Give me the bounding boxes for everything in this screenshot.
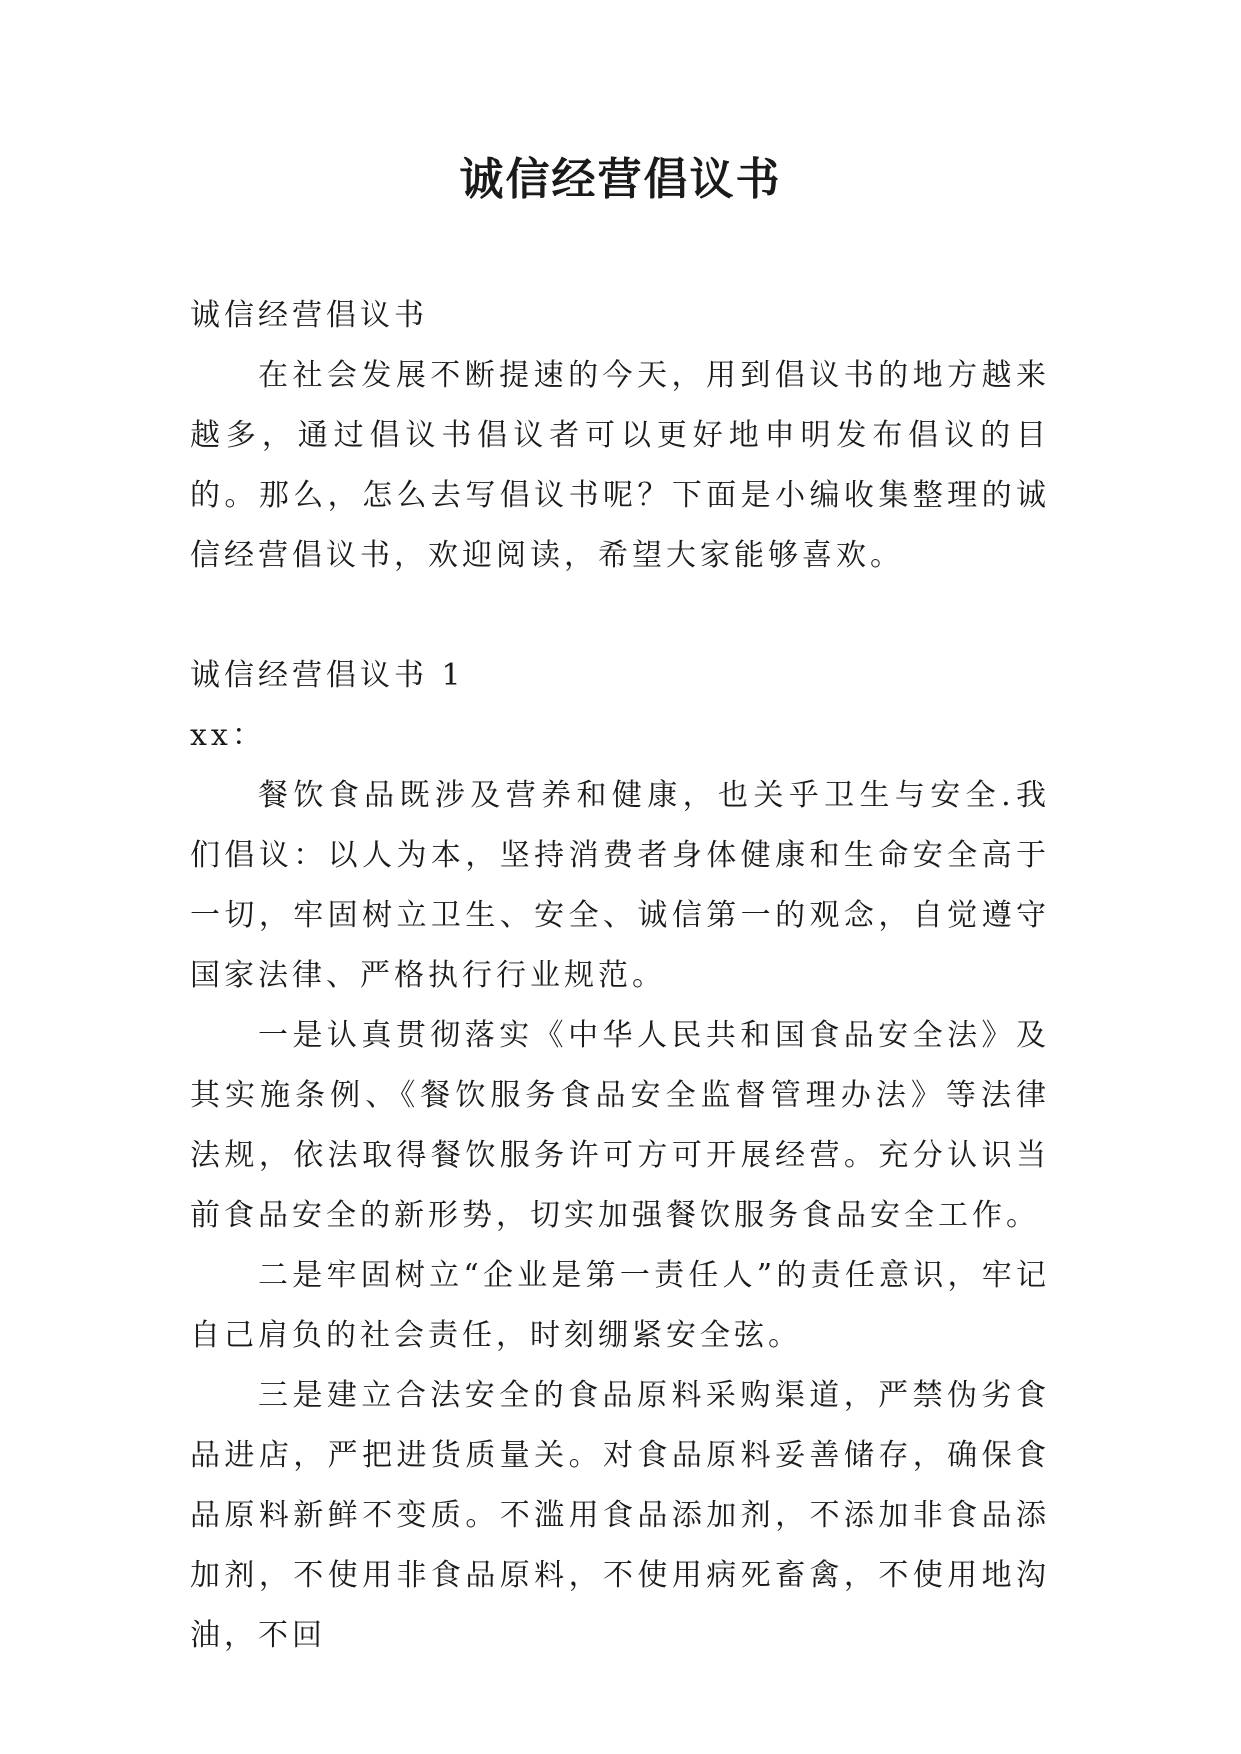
document-body [190, 286, 1050, 1666]
salutation: xx： [190, 718, 266, 753]
body-paragraph-3: 二是牢固树立“企业是第一责任人”的责任意识，牢记自己肩负的社会责任，时刻绷紧安全弦。 [190, 1258, 1050, 1353]
body-paragraph-2: 一是认真贯彻落实《中华人民共和国食品安全法》及其实施条例、《餐饮服务食品安全监督管理办法》等法律法规，依法取得餐饮服务许可方可开展经营。充分认识当前食品安全的新形势，切实加强餐饮服务食品安全工作。 [190, 1018, 1050, 1233]
document-title: 诚信经营倡议书 [459, 154, 782, 205]
spacer [190, 586, 1050, 646]
section-heading: 诚信经营倡议书 1 [190, 658, 465, 693]
intro-paragraph: 在社会发展不断提速的今天，用到倡议书的地方越来越多，通过倡议书倡议者可以更好地申明发布倡议的目的。那么，怎么去写倡议书呢？下面是小编收集整理的诚信经营倡议书，欢迎阅读，希望大家能够喜欢。 [190, 358, 1050, 573]
body-paragraph-1: 餐饮食品既涉及营养和健康，也关乎卫生与安全.我们倡议：以人为本，坚持消费者身体健康和生命安全高于一切，牢固树立卫生、安全、诚信第一的观念，自觉遵守国家法律、严格执行行业规范。 [190, 778, 1050, 993]
document-subtitle: 诚信经营倡议书 [190, 298, 428, 333]
body-paragraph-4: 三是建立合法安全的食品原料采购渠道，严禁伪劣食品进店，严把进货质量关。对食品原料妥善储存，确保食品原料新鲜不变质。不滥用食品添加剂，不添加非食品添加剂，不使用非食品原料，不使用病死畜禽，不使用地沟油，不回 [190, 1378, 1050, 1653]
